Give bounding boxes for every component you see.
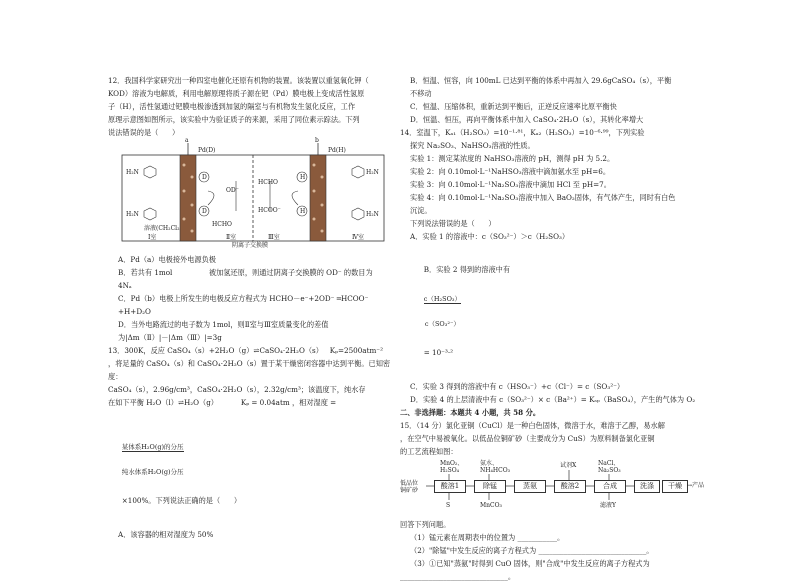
q12-option: D．当外电路流过的电子数为 1mol，则Ⅱ室与Ⅲ室质量变化的差值 (118, 320, 329, 329)
flow-output-mnco3: MnCO₃ (480, 502, 502, 509)
q12-option: +H+D₂O (118, 307, 151, 316)
flow-step-synthesis: 合成 (594, 480, 626, 493)
electrolysis-diagram (108, 141, 398, 249)
q14-line: 沉淀。 (410, 206, 432, 215)
q12-option: 为|Δm（Ⅱ）|－|Δm（Ⅲ）|=3g (118, 333, 222, 342)
q12-option: C．Pd（b）电极上所发生的电极反应方程式为 HCHO－e⁻+2OD⁻ ═HCOO⁻ (118, 294, 369, 303)
label-room-ii: Ⅱ室 (226, 234, 237, 241)
q14-option-b (400, 243, 700, 380)
q15-line: 的工艺流程如图： (400, 447, 458, 456)
label-d: D (202, 174, 207, 181)
flow-reagent-3: 试剂X (560, 462, 577, 469)
q14-option: D．实验 4 的上层清液中有 c（SO₃²⁻）× c（Ba²⁺）= Kₛₚ（BaSO₄），产生的气体为 O₂ (410, 395, 696, 404)
label-room-iv: Ⅳ室 (352, 234, 364, 241)
q13-fraction-line (108, 409, 398, 528)
q12-option: B．若共有 1mol 被加氢还原，则通过阴离子交换膜的 OD⁻ 的数目为 (118, 268, 373, 277)
label-h2n: H₂N (366, 169, 379, 176)
flow-reagent-1: MnO₂、 H₂SO₄ (440, 460, 464, 474)
q12-line: 说法错误的是（ ） (108, 128, 180, 137)
q12-option: A．Pd（a）电极接外电源负极 (118, 255, 216, 264)
q13-line: 13．300K，反应 CaSO₄（s）+2H₂O（g）⇌CaSO₄·2H₂O（s） Kₚ=2500atm⁻² (108, 346, 383, 355)
q14-line: 14．室温下，Kₐ₁（H₂SO₃）=10⁻¹·⁸¹，Kₐ₂（H₂SO₃）=10⁻⁶·⁹⁹，下列实验 (400, 128, 645, 137)
flow-reagent-4: NaCl、 Na₂SO₃ (598, 460, 621, 474)
q13-option: 不移动 (410, 89, 432, 98)
flow-output-s: S (446, 502, 451, 509)
label-b: b (315, 137, 319, 144)
q12-line: 子（H），活性氢通过钯膜电极渗透到加氢的隔室与有机物发生氢化反应，工作 (108, 102, 356, 111)
label-room-i: Ⅰ室 (148, 234, 157, 241)
q15-answer-line: 回答下列问题。 (400, 520, 451, 529)
q13-option: D．恒温、恒压，再向平衡体系中加入 CaSO₄·2H₂O（s），其转化率增大 (410, 115, 644, 124)
q12-option: 4Nₐ (118, 281, 132, 290)
q14-line: 实验 2：向 0.10mol·L⁻¹NaHSO₃溶液中滴加氨水至 pH=6。 (410, 167, 611, 176)
flow-step-remove-mn: 除锰 (474, 480, 506, 493)
q15-answer-line: ______________________________。 (400, 572, 516, 581)
flow-step-wash: 洗涤 (634, 480, 660, 493)
label-h2n: H₂N (126, 169, 139, 176)
flow-step-distill-ammonia: 蒸氨 (514, 480, 546, 493)
fraction-numerator: 某体系H₂O(g)的分压 (121, 443, 184, 451)
q13-line: 在如下平衡 H₂O（l）⇌H₂O（g） Kₚ = 0.04atm ，相对湿度 = (108, 398, 337, 407)
flow-reagent-2: 氨水、 NH₄HCO₃ (480, 460, 511, 474)
q15-line: 15．（14 分）氯化亚铜（CuCl）是一种白色固体，微溶于水，难溶于乙醇，易水解 (400, 421, 665, 430)
label-pd-right: Pd(H) (328, 147, 346, 154)
label-hcho-2: HCHO (212, 221, 232, 228)
fraction-denominator: 纯水体系H₂O(g)分压 (121, 468, 184, 476)
q14-line: 实验 1：测定某浓度的 NaHSO₃溶液的 pH，测得 pH 为 5.2。 (410, 154, 615, 163)
flow-product: →产品 (687, 482, 705, 489)
process-flowchart (400, 460, 705, 516)
q13-line: CaSO₄（s），2.96g/cm³，CaSO₄·2H₂O（s），2.32g/cm³；该温度下，纯水存 (108, 385, 366, 394)
label-h: H (300, 174, 306, 181)
q12-line: KOD）溶液为电解质，利用电解原理将质子源在钯（Pd）膜电极上变成活性氢原 (108, 89, 365, 98)
q14-option: A．实验 1 的溶液中：c（SO₃²⁻）＞c（H₂SO₃） (410, 232, 570, 241)
humidity-fraction (122, 427, 184, 492)
electrolysis-figure (108, 137, 398, 249)
label-dd: D (202, 208, 207, 215)
q15-answer-line: （2）"除锰"中发生反应的离子方程式为 ______________________________。 (410, 546, 654, 555)
label-pd-left: Pd(D) (198, 147, 216, 154)
section-heading: 二、非选择题：本题共 4 小题，共 58 分。 (400, 408, 541, 417)
q14-b-post: = 10⁻³·² (423, 348, 454, 357)
q14-b-denominator: c（SO₃²⁻） (424, 320, 460, 328)
q14-b-fraction (424, 279, 461, 344)
label-od: OD⁻ (226, 187, 239, 194)
flow-step-acid-dissolve-1: 酸溶1 (434, 480, 466, 493)
right-column (400, 74, 705, 583)
q14-line: 实验 4：向 0.10mol·L⁻¹Na₂SO₃溶液中加入 BaO₂固体，有气体产生，同时有白色 (410, 193, 676, 202)
fraction-tail: ×100%。下列说法正确的是（ ） (121, 496, 242, 505)
q14-line: 下列说法错误的是（ ） (410, 219, 496, 228)
flow-raw-material: 低品位 铜矿砂 (400, 480, 419, 494)
label-room-iii: Ⅲ室 (268, 234, 280, 241)
label-a: a (185, 137, 189, 144)
q13-option: C．恒温、压缩体积，重新达到平衡后，正逆反应速率比原平衡快 (410, 102, 617, 111)
label-h2n: H₂N (366, 211, 379, 218)
flow-step-dry: 干燥 (662, 480, 688, 493)
q12-line: 原理示意图如图所示，该实验中为验证质子的来源，采用了同位素示踪法。下列 (108, 115, 360, 124)
q14-option: C．实验 3 得到的溶液中有 c（HSO₃⁻）+c（Cl⁻）= c（SO₃²⁻） (410, 382, 625, 391)
q14-line: 实验 3：向 0.10mol·L⁻¹Na₂SO₃溶液中滴加 HCl 至 pH=7。 (410, 180, 611, 189)
flow-step-acid-dissolve-2: 酸溶2 (554, 480, 586, 493)
q15-line: ，在空气中易被氧化。以低品位铜矿砂（主要成分为 CuS）为原料制备氯化亚铜 (400, 434, 655, 443)
label-solvent: 溶液(CH₂Cl₂ (144, 225, 180, 232)
q14-b-pre: B．实验 2 得到的溶液中有 (423, 265, 511, 274)
label-hcoo: HCOO⁻ (258, 207, 281, 214)
left-column (108, 74, 398, 541)
q13-option: B．恒温、恒容，向 100mL 已达到平衡的体系中再加入 29.6gCaSO₄（s），平衡 (410, 76, 672, 85)
q12-line: 12．我国科学家研究出一种四室电催化还原有机物的装置。该装置以重氢氧化钾（ (108, 76, 369, 85)
label-membrane: 阴离子交换膜 (232, 242, 269, 249)
flow-output-filtrate-y: 滤液Y (600, 502, 616, 509)
label-hh: H (300, 208, 306, 215)
label-h2n: H₂N (126, 211, 139, 218)
q15-answer-line: （3）①已知"蒸氨"时得到 CuO 固体，则"合成"中发生反应的离子方程式为 (410, 559, 650, 568)
q15-answer-line: （1）锰元素在周期表中的位置为 ___________。 (410, 533, 565, 542)
q14-line: 探究 Na₂SO₃、NaHSO₃溶液的性质。 (410, 141, 535, 150)
q14-b-numerator: c（H₂SO₃） (423, 295, 462, 303)
q13-option: A．该容器的相对湿度为 50% (118, 530, 214, 539)
label-hcho: HCHO (258, 179, 278, 186)
q13-line: ，将足量的 CaSO₄（s）和 CaSO₄·2H₂O（s）置于某干燥密闭容器中达到平衡。已知密度： (108, 359, 391, 381)
